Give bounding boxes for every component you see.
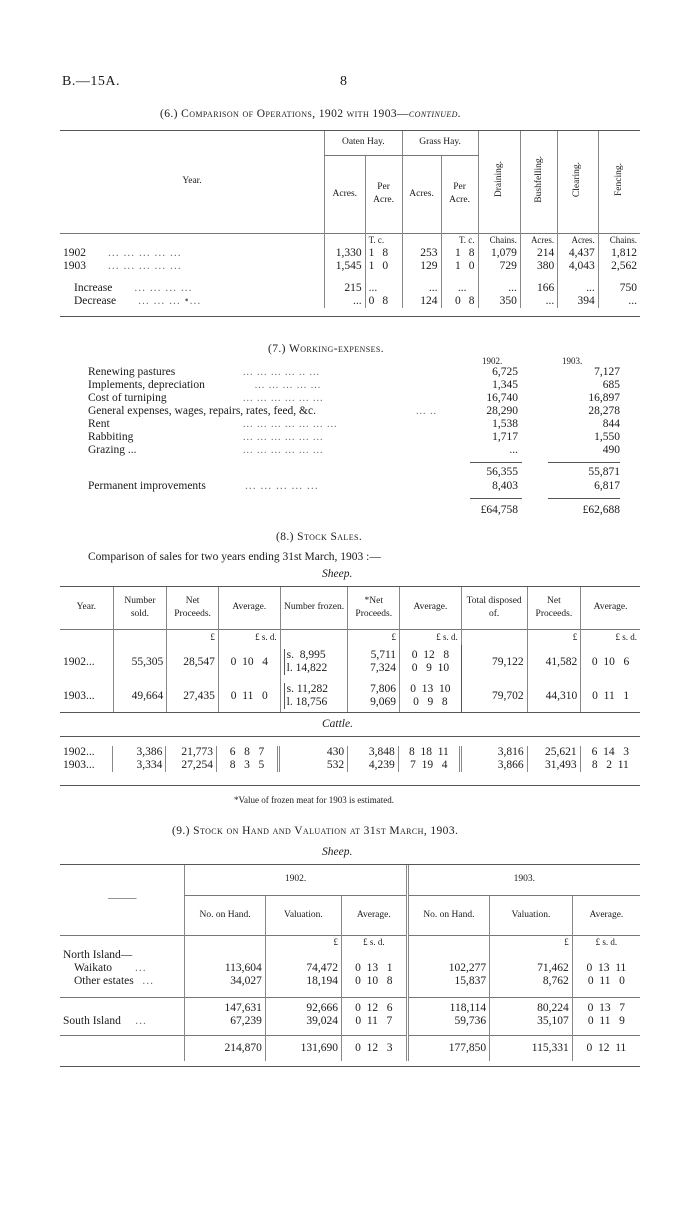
expense-1903: 685 — [602, 379, 620, 391]
cell: 80,224 — [490, 997, 573, 1015]
cell: 1 — [455, 260, 461, 272]
operations-table — [60, 131, 640, 308]
leader-dots: ... ... ... ... .. ... — [243, 367, 320, 378]
cell: 0 13 10 — [410, 683, 451, 695]
cattle-sales-table — [60, 746, 640, 772]
table-row — [60, 273, 640, 295]
list-item — [88, 405, 628, 418]
expense-1903: 490 — [602, 444, 620, 456]
col-group-1903: 1903. — [407, 865, 640, 895]
expense-1903: 7,127 — [594, 366, 620, 378]
cell: 1903... — [63, 689, 95, 702]
cell: ... — [457, 282, 467, 294]
col-average-1902: Average. — [342, 895, 408, 935]
expense-1902: ... — [509, 444, 518, 456]
col-valuation-1903: Valuation. — [490, 895, 573, 935]
col-clearing: Clearing. — [558, 131, 599, 233]
cell: 118,114 — [407, 997, 490, 1015]
cell: 1903... — [63, 759, 95, 771]
cell: 0 11 0 — [218, 679, 280, 713]
col-group-1902: 1902. — [185, 865, 407, 895]
table-row — [60, 295, 640, 308]
col-fencing: Fencing. — [598, 131, 640, 233]
permanent-improvements-label: Permanent improvements — [88, 480, 206, 492]
cell: 35,107 — [490, 1015, 573, 1035]
unit-lsd: £ s. d. — [218, 629, 280, 645]
unit-lsd: £ s. d. — [342, 935, 408, 949]
col-year: Year. — [182, 176, 202, 187]
cattle-subheading: Cattle. — [322, 718, 353, 730]
cell: 166 — [520, 273, 557, 295]
cell: 1 — [368, 260, 375, 272]
cell: 21,773 — [166, 746, 217, 759]
cell: 59,736 — [407, 1015, 490, 1035]
expense-label: Cost of turniping — [88, 392, 167, 404]
cell: ... — [598, 295, 640, 308]
total-1902: £64,758 — [480, 504, 518, 516]
document-reference: B.—15A. — [62, 74, 120, 89]
subtotal-1902: 56,355 — [486, 466, 518, 478]
cell: 0 9 10 — [411, 662, 450, 674]
cell: 1,545 — [325, 260, 366, 273]
cell: 15,837 — [407, 975, 490, 997]
leader-dots: ... ... ... ... ... ... — [243, 393, 324, 404]
col-bushfelling: Bushfelling. — [520, 131, 557, 233]
cell: 44,310 — [527, 679, 581, 713]
cell: 7,324 — [370, 662, 397, 674]
cell: 350 — [478, 295, 520, 308]
row-label — [60, 295, 325, 308]
row-label — [60, 247, 325, 260]
cell: 0 11 1 — [581, 679, 640, 713]
unit-tc: T. c. — [365, 233, 402, 247]
cell: 4,043 — [558, 260, 599, 273]
unit-chains: Chains. — [478, 233, 520, 247]
cell — [348, 645, 400, 679]
cell: 3,334 — [113, 759, 166, 772]
leader-dots: ... ... ... ... ... — [254, 380, 322, 391]
col-no-on-hand-1903: No. on Hand. — [407, 895, 490, 935]
cell: 1,330 — [325, 247, 366, 260]
cell: s. 11,282 — [284, 683, 345, 696]
col-oaten-acres: Acres. — [325, 155, 366, 233]
list-item — [88, 379, 628, 392]
sheep-subheading: Sheep. — [322, 568, 353, 580]
cell: 0 9 8 — [413, 696, 448, 708]
row-label-dash: ——— — [107, 894, 137, 905]
cell: 3,816 — [460, 746, 527, 759]
list-item — [88, 418, 628, 431]
col-total-disposed: Total disposed of. — [461, 587, 527, 629]
expense-1903: 844 — [602, 418, 620, 430]
col-average: Average. — [218, 587, 280, 629]
cell — [441, 273, 478, 295]
cell: 0 13 11 — [572, 962, 640, 975]
cell: 1 — [455, 247, 461, 259]
cell — [365, 260, 402, 273]
cell: ... — [368, 282, 378, 294]
cattle-top-rule — [60, 736, 640, 737]
cell: 4,239 — [348, 759, 399, 772]
subtotal-1903: 55,871 — [588, 466, 620, 478]
permanent-1903: 6,817 — [594, 480, 620, 492]
cell: 394 — [558, 295, 599, 308]
table-row — [60, 962, 640, 975]
leader-dots: ... ... ... ... ... — [108, 247, 182, 259]
waikato-label: Waikato — [74, 962, 113, 974]
cell: 380 — [520, 260, 557, 273]
unit-pound: £ — [167, 629, 219, 645]
cell: 0 11 0 — [572, 975, 640, 997]
unit-pound: £ — [265, 935, 341, 949]
col-average-frozen: Average. — [400, 587, 462, 629]
unit-pound: £ — [527, 629, 581, 645]
cell: 28,547 — [167, 645, 219, 679]
cell: 8 2 11 — [580, 759, 640, 772]
cell — [365, 273, 402, 295]
table-row — [60, 260, 640, 273]
cell: 79,702 — [461, 679, 527, 713]
other-estates-label: Other estates — [74, 975, 134, 987]
expense-1903: 1,550 — [594, 431, 620, 443]
col-valuation-1902: Valuation. — [265, 895, 341, 935]
table-row — [60, 746, 640, 759]
subtotal-rule-b — [548, 462, 620, 463]
cell: 67,239 — [185, 1015, 265, 1035]
cell: 1902... — [63, 746, 95, 758]
col-number-frozen: Number frozen. — [280, 587, 348, 629]
cell: 6 8 7 — [216, 746, 278, 759]
col-number-sold: Number sold. — [113, 587, 167, 629]
cell: 8 — [468, 295, 475, 307]
unit-pound: £ — [348, 629, 400, 645]
cell: l. 18,756 — [284, 696, 345, 709]
expense-label: Grazing ... — [88, 444, 137, 456]
cell: 0 — [455, 295, 461, 307]
cell: 8 — [382, 295, 389, 307]
cell: ... — [558, 273, 599, 295]
cell: 0 10 8 — [342, 975, 408, 997]
cell: 129 — [402, 260, 441, 273]
expense-1902: 28,290 — [486, 405, 518, 417]
expense-label: Renewing pastures — [88, 366, 176, 378]
cell: 532 — [279, 759, 348, 772]
leader-dots: ... ... ... ... ... ... — [243, 432, 324, 443]
cell: 3,848 — [348, 746, 399, 759]
cell — [441, 247, 478, 260]
unit-lsd: £ s. d. — [572, 935, 640, 949]
cell: 214 — [520, 247, 557, 260]
leader-dots: ... ... ... ... ... — [108, 260, 182, 272]
cell: 102,277 — [407, 962, 490, 975]
cell — [280, 679, 348, 713]
cell: 8 — [382, 247, 389, 259]
cell: 2,562 — [598, 260, 640, 273]
section-8-title: (8.) Stock Sales. — [276, 531, 363, 543]
cell: 430 — [279, 746, 348, 759]
cell: l. 14,822 — [284, 662, 345, 675]
section-7-title: (7.) Working-expenses. — [268, 343, 384, 355]
cell: 0 10 4 — [218, 645, 280, 679]
cell: 39,024 — [265, 1015, 341, 1035]
col-average-1903: Average. — [572, 895, 640, 935]
cell — [441, 295, 478, 308]
cell: 0 — [382, 260, 389, 272]
table-row — [60, 645, 640, 679]
col-draining: Draining. — [478, 131, 520, 233]
cell: 7,806 — [370, 683, 397, 695]
cell: 55,305 — [113, 645, 167, 679]
leader-dots: ... ... ... ... ... ... — [243, 445, 324, 456]
col-net-proceeds-frozen: *Net Proceeds. — [348, 587, 400, 629]
cell: 1 — [368, 247, 375, 259]
cell: 124 — [402, 295, 441, 308]
cell: 71,462 — [490, 962, 573, 975]
table-8-mid-rule — [60, 712, 640, 713]
expense-label: Rabbiting — [88, 431, 134, 443]
sheep-subheading-9: Sheep. — [322, 846, 353, 858]
cell: 0 — [468, 260, 475, 272]
row-label — [60, 260, 325, 273]
total-rule-b — [548, 498, 620, 499]
cell: 0 12 6 — [342, 997, 408, 1015]
col-average-total: Average. — [581, 587, 640, 629]
unit-acres: Acres. — [558, 233, 599, 247]
table-row — [60, 679, 640, 713]
table-row — [60, 1035, 640, 1061]
south-island-label: South Island — [63, 1015, 121, 1027]
col-oaten-per-acre: Per Acre. — [365, 155, 402, 233]
table-row — [60, 1015, 640, 1035]
cell: 131,690 — [265, 1035, 341, 1061]
unit-acres: Acres. — [520, 233, 557, 247]
expense-label: Rent — [88, 418, 110, 430]
cell: 49,664 — [113, 679, 167, 713]
cell: 34,027 — [185, 975, 265, 997]
cell: 92,666 — [265, 997, 341, 1015]
cell: 74,472 — [265, 962, 341, 975]
col-net-proceeds: Net Proceeds. — [167, 587, 219, 629]
leader-dots: ... .. — [416, 406, 437, 417]
table-row — [60, 759, 640, 772]
unit-pound: £ — [490, 935, 573, 949]
north-island-label: North Island— — [63, 949, 133, 961]
total-1903: £62,688 — [582, 504, 620, 516]
cell — [400, 645, 462, 679]
cell: 147,631 — [185, 997, 265, 1015]
cell: 0 10 6 — [581, 645, 640, 679]
row-label-text: 1902 — [63, 247, 86, 259]
cell: 8,762 — [490, 975, 573, 997]
expense-1902: 16,740 — [486, 392, 518, 404]
leader-dots: ... — [135, 1015, 147, 1027]
expense-1902: 1,717 — [492, 431, 518, 443]
cell: 177,850 — [407, 1035, 490, 1061]
section-9-title: (9.) Stock on Hand and Valuation at 31st March, 1903. — [172, 825, 459, 837]
leader-dots: ... ... ... ... — [134, 282, 193, 294]
cell: ... — [402, 273, 441, 295]
expense-1903: 16,897 — [588, 392, 620, 404]
cell: 9,069 — [370, 696, 397, 708]
table-row — [60, 247, 640, 260]
cell: 27,435 — [167, 679, 219, 713]
list-item — [88, 366, 628, 379]
cell: 113,604 — [185, 962, 265, 975]
table-6-bottom-rule — [60, 316, 640, 317]
cell: 214,870 — [185, 1035, 265, 1061]
expense-label: General expenses, wages, repairs, rates, feed, &c. — [88, 405, 316, 417]
cell: 27,254 — [166, 759, 217, 772]
cell: s. 8,995 — [284, 649, 345, 662]
unit-lsd: £ s. d. — [581, 629, 640, 645]
working-expenses-list — [88, 366, 628, 457]
cell: 0 12 8 — [411, 649, 450, 661]
cell: 1902... — [63, 655, 95, 668]
table-row — [60, 975, 640, 997]
row-label-text: Increase — [74, 282, 113, 294]
table-row — [60, 997, 640, 1015]
cell: 0 — [368, 295, 375, 307]
unit-tc: T. c. — [441, 233, 478, 247]
cell: 1,812 — [598, 247, 640, 260]
section-6-title: (6.) Comparison of Operations, 1902 with 1903—continued. — [160, 108, 462, 120]
cell: ... — [325, 295, 366, 308]
page-number: 8 — [340, 74, 347, 89]
col-oaten-hay: Oaten Hay. — [325, 131, 403, 155]
col-grass-acres: Acres. — [402, 155, 441, 233]
expense-1902: 1,538 — [492, 418, 518, 430]
expense-label: Implements, depreciation — [88, 379, 205, 391]
stock-sales-intro: Comparison of sales for two years ending 31st March, 1903 :— — [88, 551, 381, 563]
cell: 215 — [325, 273, 366, 295]
cell: ... — [478, 273, 520, 295]
leader-dots: ... ... ... ... ... ... ... — [243, 419, 338, 430]
expense-1903: 28,278 — [588, 405, 620, 417]
total-rule-a — [470, 498, 522, 499]
col-net-proceeds-total: Net Proceeds. — [527, 587, 581, 629]
row-label — [60, 273, 325, 295]
leader-dots: ... — [135, 962, 147, 974]
leader-dots: ... ... ... •... — [138, 295, 202, 307]
cattle-bottom-rule — [60, 785, 640, 786]
cell: 750 — [598, 273, 640, 295]
subtotal-rule-a — [470, 462, 522, 463]
cell — [441, 260, 478, 273]
cell: ... — [520, 295, 557, 308]
list-item — [88, 431, 628, 444]
cell: 8 3 5 — [216, 759, 278, 772]
col-grass-hay: Grass Hay. — [402, 131, 478, 155]
col-year: Year. — [76, 602, 96, 613]
cell: 115,331 — [490, 1035, 573, 1061]
cell: 41,582 — [527, 645, 581, 679]
cell: 3,866 — [460, 759, 527, 772]
unit-chains: Chains. — [598, 233, 640, 247]
list-item — [88, 444, 628, 457]
cell: 0 12 3 — [342, 1035, 408, 1061]
cell: 18,194 — [265, 975, 341, 997]
frozen-meat-footnote: *Value of frozen meat for 1903 is estimated. — [234, 795, 394, 805]
cell — [365, 247, 402, 260]
cell: 25,621 — [527, 746, 580, 759]
cell: 0 13 1 — [342, 962, 408, 975]
cell — [348, 679, 400, 713]
cell: 79,122 — [461, 645, 527, 679]
cell — [280, 645, 348, 679]
expense-1902: 1,345 — [492, 379, 518, 391]
cell: 5,711 — [370, 649, 397, 661]
year-1902-label: 1902. — [482, 356, 503, 366]
cell: 7 19 4 — [398, 759, 460, 772]
cell: 3,386 — [113, 746, 166, 759]
cell: 0 13 7 — [572, 997, 640, 1015]
row-label-text: Decrease — [74, 295, 117, 307]
stock-on-hand-table — [60, 865, 640, 1061]
col-grass-per-acre: Per Acre. — [441, 155, 478, 233]
col-no-on-hand-1902: No. on Hand. — [185, 895, 265, 935]
cell: 1,079 — [478, 247, 520, 260]
cell: 8 18 11 — [398, 746, 460, 759]
cell: 0 11 9 — [572, 1015, 640, 1035]
cell: 0 11 7 — [342, 1015, 408, 1035]
list-item — [88, 392, 628, 405]
row-label-text: 1903 — [63, 260, 86, 272]
sheep-sales-table — [60, 587, 640, 713]
cell: 6 14 3 — [580, 746, 640, 759]
cell: 253 — [402, 247, 441, 260]
cell: 4,437 — [558, 247, 599, 260]
cell — [365, 295, 402, 308]
leader-dots: ... — [142, 975, 154, 987]
year-1903-label: 1903. — [562, 356, 583, 366]
leader-dots: ... ... ... ... ... — [245, 480, 319, 492]
cell: 729 — [478, 260, 520, 273]
cell: 31,493 — [527, 759, 580, 772]
unit-lsd: £ s. d. — [400, 629, 462, 645]
cell — [400, 679, 462, 713]
expense-1902: 6,725 — [492, 366, 518, 378]
cell: 0 12 11 — [572, 1035, 640, 1061]
permanent-1902: 8,403 — [492, 480, 518, 492]
cell: 8 — [468, 247, 475, 259]
table-9-bottom-rule — [60, 1066, 640, 1067]
